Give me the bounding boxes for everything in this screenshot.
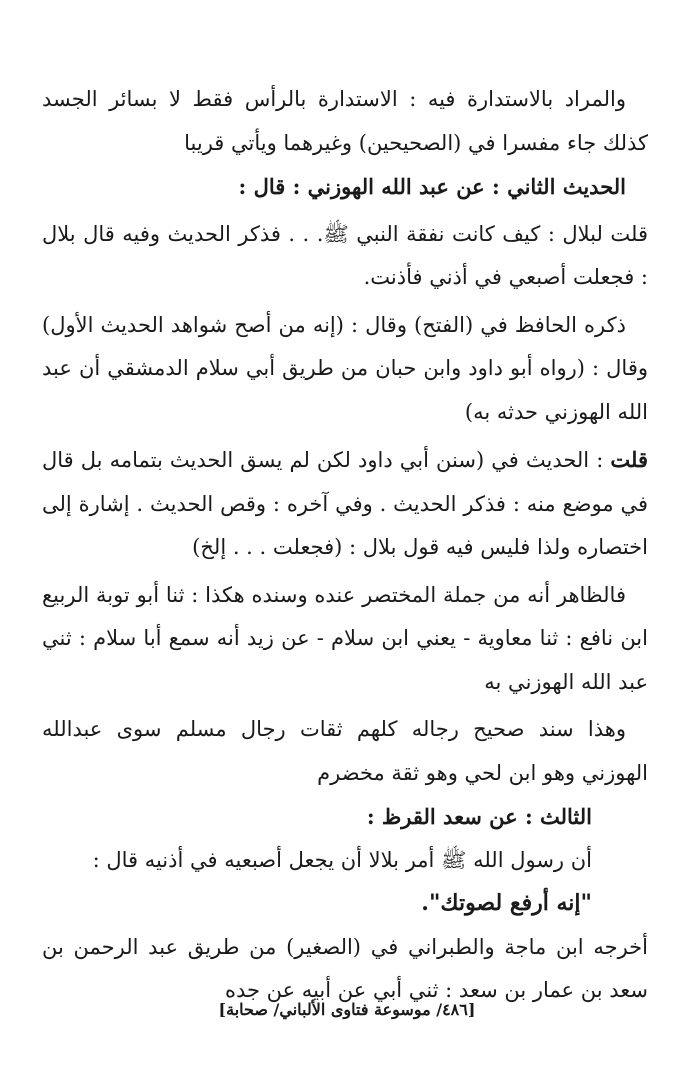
paragraph-text: فالظاهر أنه من جملة المختصر عنده وسنده هكذا : ثنا أبو توبة الربيع ابن نافع : ثنا معاوية - يعني ابن سلام - عن زيد أنه سمع أبا سلام : ثني عبد الله الهوزني به [42, 582, 648, 694]
hadith-quote [42, 882, 648, 926]
paragraph-text: : الحديث في (سنن أبي داود لكن لم يسق الحديث بتمامه بل قال في موضع منه : فذكر الحديث . وفي آخره : وقص الحديث . إشارة إلى اختصاره ولذا فليس فيه قول بلال : (فجعلت . . . إلخ) [42, 448, 648, 559]
paragraph-5 [42, 438, 648, 570]
paragraph-text: أن رسول الله ﷺ أمر بلالا أن يجعل أصبعيه في أذنيه قال : [92, 847, 592, 872]
paragraph-1 [42, 78, 648, 165]
page-footer: [٤٨٦/ موسوعة فتاوى الألباني/ صحابة] [218, 1000, 476, 1019]
paragraph-text: أخرجه ابن ماجة والطبراني في (الصغير) من طريق عبد الرحمن بن سعد بن عمار بن سعد : ثني أبي عن أبيه عن جده [42, 934, 648, 1002]
paragraph-3 [42, 213, 648, 300]
paragraph-text: وهذا سند صحيح رجاله كلهم ثقات رجال مسلم سوى عبدالله الهوزني وهو ابن لحي وهو ثقة مخضرم [42, 717, 648, 785]
page-body [42, 78, 648, 1013]
paragraph-text: قلت لبلال : كيف كانت نفقة النبي ﷺ. . . فذكر الحديث وفيه قال بلال : فجعلت أصبعي في أذني فأذنت. [42, 221, 648, 289]
paragraph-lead: قلت [610, 447, 648, 472]
paragraph-6 [42, 574, 648, 705]
paragraph-4 [42, 304, 648, 435]
heading-hadith-2 [42, 165, 648, 209]
paragraph-text: ذكره الحافظ في (الفتح) وقال : (إنه من أصح شواهد الحديث الأول) وقال : (رواه أبو داود وابن حبان من طريق أبي سلام الدمشقي أن عبد الله الهوزني حدثه به) [42, 312, 648, 424]
heading-text: الحديث الثاني : عن عبد الله الهوزني : قال : [238, 174, 626, 199]
heading-text: الثالث : عن سعد القرظ : [366, 804, 592, 829]
paragraph-9 [42, 839, 648, 883]
paragraph-7 [42, 708, 648, 795]
heading-hadith-3 [42, 795, 648, 839]
quote-text: "إنه أرفع لصوتك". [421, 890, 592, 916]
paragraph-text: والمراد بالاستدارة فيه : الاستدارة بالرأس فقط لا بسائر الجسد كذلك جاء مفسرا في (الصحيحين) وغيرهما ويأتي قريبا [42, 87, 648, 155]
